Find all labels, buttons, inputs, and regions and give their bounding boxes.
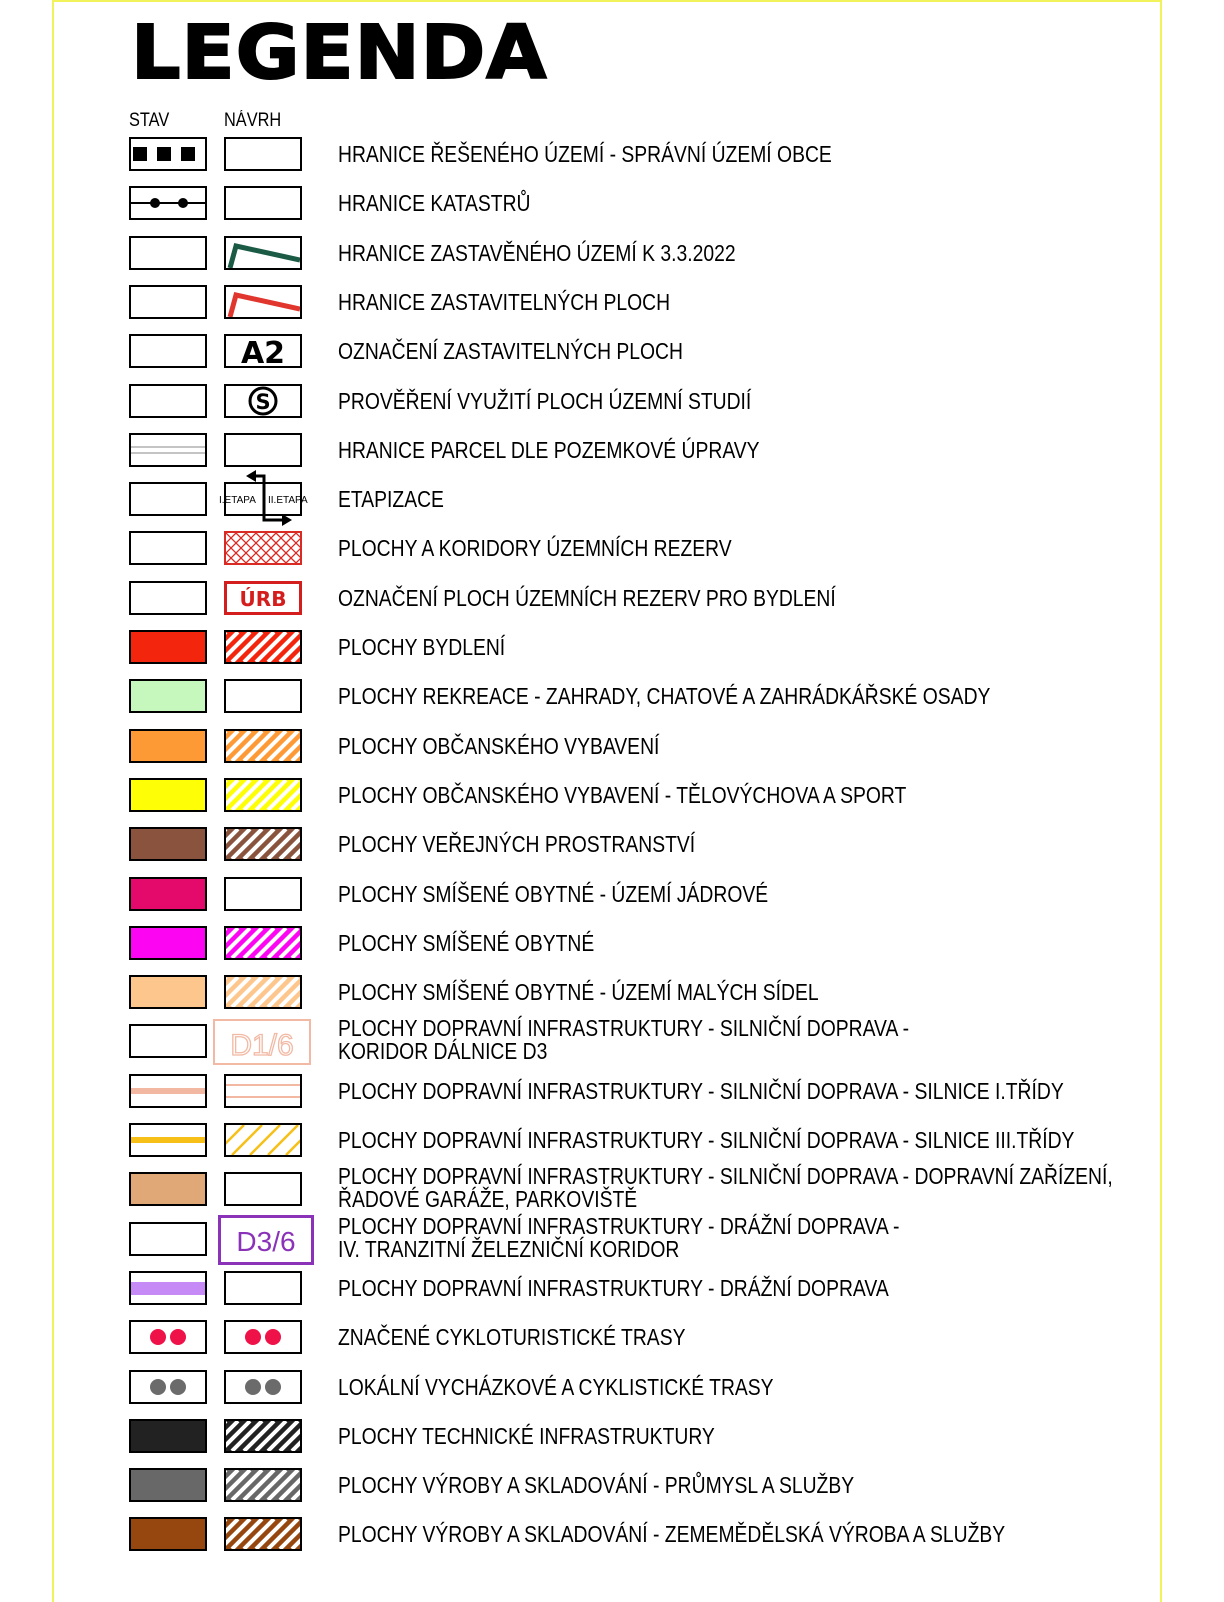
legend-symbol-stav [129, 1370, 207, 1404]
legend-row [0, 1067, 1224, 1116]
legend-symbol-stav [129, 1123, 207, 1157]
legend-symbol-navrh [224, 1172, 302, 1206]
legend-symbol-stav [129, 581, 207, 615]
legend-label: OZNAČENÍ PLOCH ÚZEMNÍCH REZERV PRO BYDLENÍ [338, 584, 836, 611]
column-header-stav: STAV [129, 110, 170, 131]
column-header-navrh: NÁVRH [224, 110, 282, 131]
legend-symbol-stav [129, 877, 207, 911]
legend-symbol-navrh [224, 975, 302, 1009]
legend-symbol-stav [129, 926, 207, 960]
legend-row [0, 1461, 1224, 1510]
legend-label: PLOCHY OBČANSKÉHO VYBAVENÍ - TĚLOVÝCHOVA A SPORT [338, 781, 907, 808]
legend-symbol-navrh [224, 433, 302, 467]
row-20-navrh-hatch-line [268, 1125, 298, 1155]
legend-label: PLOCHY DOPRAVNÍ INFRASTRUKTURY - SILNIČNÍ DOPRAVA - SILNICE I.TŘÍDY [338, 1077, 1064, 1104]
row-24-stav-dot [170, 1329, 186, 1345]
legend-symbol-stav [129, 1074, 207, 1108]
legend-symbol-stav [129, 1517, 207, 1551]
legend-symbol-stav [129, 236, 207, 270]
legend-label: PLOCHY TECHNICKÉ INFRASTRUKTURY [338, 1422, 715, 1449]
legend-symbol-stav [129, 1172, 207, 1206]
legend-label: HRANICE ŘEŠENÉHO ÚZEMÍ - SPRÁVNÍ ÚZEMÍ OBCE [338, 141, 832, 167]
legend-label: PLOCHY OBČANSKÉHO VYBAVENÍ [338, 732, 660, 759]
row-8-navrh-hatch-line [286, 533, 300, 563]
legend-symbol-navrh [219, 482, 308, 516]
legend-symbol-stav [129, 482, 207, 516]
row-3-navrh-boundary-line [230, 295, 300, 317]
legend-symbol-navrh [224, 236, 302, 270]
legend-label: PLOCHY SMÍŠENÉ OBYTNÉ - ÚZEMÍ MALÝCH SÍDEL [338, 979, 819, 1006]
legend-symbol-navrh [224, 679, 302, 713]
legend-symbol-stav [129, 334, 207, 368]
legend-symbol-navrh [224, 877, 302, 911]
legend-row [0, 820, 1224, 869]
legend-symbol-stav [129, 186, 207, 220]
row-1-stav-dot [150, 198, 160, 208]
legend-row [0, 672, 1224, 721]
legend-symbol-stav [129, 285, 207, 319]
row-7-navrh-etapa-1: I.ETAPA [219, 495, 256, 507]
legend-label: LOKÁLNÍ VYCHÁZKOVÉ A CYKLISTICKÉ TRASY [338, 1373, 774, 1400]
legend-row [0, 1363, 1224, 1412]
row-7-navrh-etapa-2: II.ETAPA [268, 495, 308, 507]
legend-row [0, 426, 1224, 475]
legend-label: ETAPIZACE [338, 486, 444, 513]
legend-label: PLOCHY SMÍŠENÉ OBYTNÉ [338, 929, 595, 956]
legend-symbol-stav [129, 630, 207, 664]
legend-row [0, 179, 1224, 228]
legend-label-line: KORIDOR DÁLNICE D3 [338, 1038, 548, 1065]
row-4-navrh-code: A2 [240, 336, 286, 367]
legend-row [0, 475, 1224, 524]
legend-symbol-stav [129, 975, 207, 1009]
row-8-navrh-hatch-line [286, 533, 300, 563]
row-18-navrh-code: D1/6 [230, 1029, 294, 1063]
row-24-navrh-dot [245, 1329, 261, 1345]
legend-label: ZNAČENÉ CYKLOTURISTICKÉ TRASY [338, 1324, 686, 1351]
legend-label [338, 1212, 900, 1262]
legend-row [0, 1212, 1224, 1264]
row-1-stav-dot [178, 198, 188, 208]
legend-symbol-navrh [224, 531, 302, 565]
legend-symbol-stav [129, 531, 207, 565]
legend-row [0, 1412, 1224, 1461]
legend-symbol-navrh [224, 1320, 302, 1354]
legend-label: PLOCHY DOPRAVNÍ INFRASTRUKTURY - DRÁŽNÍ DOPRAVA [338, 1274, 889, 1301]
row-9-navrh-code: ÚRB [239, 586, 287, 611]
legend-label: OZNAČENÍ ZASTAVITELNÝCH PLOCH [338, 338, 683, 365]
legend-label: PLOCHY BYDLENÍ [338, 634, 506, 660]
row-20-navrh-hatch-line [250, 1125, 280, 1155]
legend-label: PLOCHY VÝROBY A SKLADOVÁNÍ - PRŮMYSL A SLUŽBY [338, 1472, 855, 1499]
row-8-navrh-hatch-line [296, 533, 300, 563]
legend-row [0, 870, 1224, 919]
legend-row [0, 968, 1224, 1017]
legend-row [0, 1165, 1224, 1214]
row-0-stav-dash [181, 147, 195, 161]
legend-symbol-stav [129, 1320, 207, 1354]
legend-symbol-navrh [224, 630, 302, 664]
legend-label: HRANICE ZASTAVĚNÉHO ÚZEMÍ K 3.3.2022 [338, 239, 736, 266]
legend-label: PROVĚŘENÍ VYUŽITÍ PLOCH ÚZEMNÍ STUDIÍ [338, 387, 752, 414]
legend-symbol-stav [129, 827, 207, 861]
legend-symbol-navrh [224, 778, 302, 812]
legend-row [0, 722, 1224, 771]
legend-row [0, 771, 1224, 820]
legend-label-line: PLOCHY DOPRAVNÍ INFRASTRUKTURY - DRÁŽNÍ DOPRAVA - [338, 1212, 900, 1239]
legend-row [0, 1116, 1224, 1165]
legend-symbol-navrh [224, 1517, 302, 1551]
legend-symbol-navrh [224, 186, 302, 220]
legend-row [0, 1510, 1224, 1559]
legend-symbol-navrh [224, 1419, 302, 1453]
legend-label: PLOCHY SMÍŠENÉ OBYTNÉ - ÚZEMÍ JÁDROVÉ [338, 880, 769, 907]
legend-symbol-stav [129, 1222, 207, 1256]
legend-row [0, 1313, 1224, 1362]
legend-symbol-navrh [224, 1468, 302, 1502]
legend-row [0, 524, 1224, 573]
row-8-navrh-hatch-line [226, 533, 246, 563]
legend-label: HRANICE PARCEL DLE POZEMKOVÉ ÚPRAVY [338, 436, 760, 463]
row-23-stav-rail-band [131, 1282, 205, 1295]
legend-label-line: ŘADOVÉ GARÁŽE, PARKOVIŠTĚ [338, 1186, 638, 1213]
legend-symbol-navrh [224, 1074, 302, 1108]
legend-row [0, 574, 1224, 623]
row-25-navrh-dot [265, 1379, 281, 1395]
row-8-navrh-hatch-line [226, 533, 246, 563]
legend-symbol-stav [129, 1024, 207, 1058]
legend-symbol-stav [129, 1468, 207, 1502]
legend-symbol-navrh [224, 1271, 302, 1305]
row-0-stav-dash [157, 147, 171, 161]
row-2-navrh-boundary-line [230, 246, 300, 268]
legend-row [0, 229, 1224, 278]
legend-row [0, 623, 1224, 672]
legend-row [0, 1017, 1224, 1066]
legend-label-line: IV. TRANZITNÍ ŽELEZNIČNÍ KORIDOR [338, 1235, 680, 1262]
legend-symbol-navrh [213, 1019, 311, 1065]
row-20-navrh-hatch-line [232, 1125, 262, 1155]
legend-row [0, 1264, 1224, 1313]
legend-symbol-navrh [224, 1370, 302, 1404]
legend-symbol-stav [129, 679, 207, 713]
legend-label: PLOCHY DOPRAVNÍ INFRASTRUKTURY - SILNIČNÍ DOPRAVA - SILNICE III.TŘÍDY [338, 1127, 1075, 1153]
legend-symbol-navrh [224, 581, 302, 615]
legend-label [338, 1017, 909, 1063]
legend-label: HRANICE KATASTRŮ [338, 190, 531, 217]
row-25-stav-dot [170, 1379, 186, 1395]
legend-symbol-navrh [224, 926, 302, 960]
legend-symbol-stav [129, 729, 207, 763]
row-24-stav-dot [150, 1329, 166, 1345]
legend-symbol-navrh [224, 137, 302, 171]
legend-label [338, 1165, 1113, 1211]
row-5-navrh-code: S [255, 389, 271, 414]
legend-symbol-stav [129, 1419, 207, 1453]
legend-symbol-navrh [224, 827, 302, 861]
legend-label: PLOCHY VEŘEJNÝCH PROSTRANSTVÍ [338, 831, 696, 858]
legend-label: PLOCHY REKREACE - ZAHRADY, CHATOVÉ A ZAHRÁDKÁŘSKÉ OSADY [338, 683, 991, 710]
row-0-stav-dash [133, 147, 147, 161]
legend-row [0, 919, 1224, 968]
legend-label: HRANICE ZASTAVITELNÝCH PLOCH [338, 288, 671, 315]
legend-symbol-navrh [224, 285, 302, 319]
legend-symbol-stav [129, 384, 207, 418]
legend-label: PLOCHY A KORIDORY ÚZEMNÍCH REZERV [338, 535, 732, 562]
legend-symbol-navrh [218, 1215, 314, 1265]
row-8-navrh-hatch-line [296, 533, 300, 563]
legend-symbol-navrh [224, 729, 302, 763]
legend-symbol-stav [129, 137, 207, 171]
row-25-navrh-dot [245, 1379, 261, 1395]
legend-label-line: PLOCHY DOPRAVNÍ INFRASTRUKTURY - SILNIČNÍ DOPRAVA - [338, 1015, 910, 1042]
legend-symbol-navrh [224, 334, 302, 368]
legend-label-line: PLOCHY DOPRAVNÍ INFRASTRUKTURY - SILNIČNÍ DOPRAVA - DOPRAVNÍ ZAŘÍZENÍ, [338, 1163, 1113, 1190]
legend-title: LEGENDA [131, 10, 548, 96]
row-25-stav-dot [150, 1379, 166, 1395]
legend-row [0, 130, 1224, 179]
legend-symbol-stav [129, 1271, 207, 1305]
legend-label: PLOCHY VÝROBY A SKLADOVÁNÍ - ZEMEMĚDĚLSKÁ VÝROBA A SLUŽBY [338, 1521, 1006, 1548]
legend-row [0, 327, 1224, 376]
legend-symbol-stav [129, 778, 207, 812]
legend-row [0, 377, 1224, 426]
legend-row [0, 278, 1224, 327]
legend-symbol-navrh [224, 384, 302, 418]
legend-symbol-stav [129, 433, 207, 467]
row-22-navrh-code: D3/6 [236, 1225, 296, 1257]
row-24-navrh-dot [265, 1329, 281, 1345]
legend-symbol-navrh [224, 1123, 302, 1157]
